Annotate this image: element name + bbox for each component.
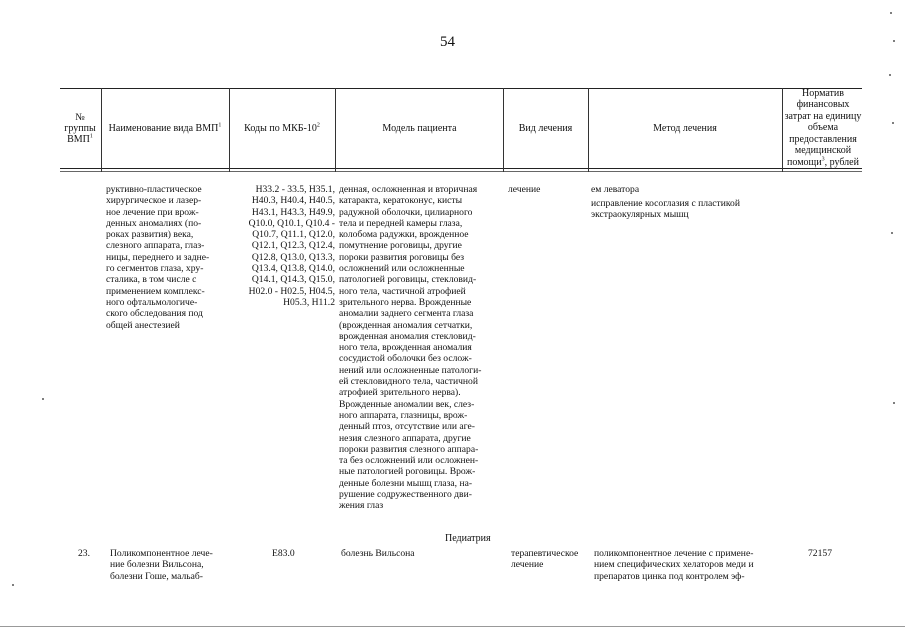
scan-speck [890, 12, 892, 14]
header-vmp-name: Наименование вида ВМП$^1$ [108, 122, 222, 134]
cell-patient-model: болезнь Вильсона [341, 548, 415, 559]
cell-patient-model-continued: денная, осложненная и вторичная катаракта, кератоконус, кисты радужной оболочки, цилиарного тела и передней камеры глаза, колобома радужки, врожденное помутнение роговицы, другие пороки развития роговицы без осложнений или осложненные патологией роговицы, стекловид- ного тела, частичной атрофией зрительного нерва. Врожденные аномалии заднего сегмента глаза (врожденная аномалия сетчатки, врожденная аномалия стекловид- ного тела, врожденная аномалия сосудистой оболочки без ослож- нений или осложненные патологи- ей стекловидного тела, частичной атрофией зрительного нерва). Врожденные аномалии век, слез- ного аппарата, глазницы, врож- денный птоз, отсутствие или аге- незия слезного аппарата, другие пороки развития слезного аппара- та без осложнений или осложнен- ные патологией роговицы. Врож- денные болезни мышц глаза, на- рушение содружественного дви- жения глаз [339, 184, 482, 512]
scan-speck [893, 40, 895, 42]
scan-speck [892, 122, 894, 124]
cell-treatment-method: поликомпонентное лечение с примене- нием специфических хелаторов меди и препаратов цинка под контролем эф- [594, 548, 754, 582]
scan-speck [891, 232, 893, 234]
cell-icd-codes: E83.0 [272, 548, 295, 559]
cell-row-number: 23. [78, 548, 90, 559]
column-divider [588, 88, 589, 172]
column-divider [101, 88, 102, 172]
cell-treatment-type-continued: лечение [508, 184, 541, 195]
header-treatment-method: Метод лечения [653, 122, 717, 134]
header-treatment-type: Вид лечения [518, 122, 573, 134]
cell-cost: 72157 [808, 548, 832, 559]
scan-speck [889, 74, 891, 76]
cell-icd-codes-continued: H33.2 - 33.5, H35.1, H40.3, H40.4, H40.5, H43.1, H43.3, H49.9, Q10.0, Q10.1, Q10.4 - Q10.7, Q11.1, Q12.0, Q12.1, Q12.3, Q12.4, Q12.8, Q13.0, Q13.3, Q13.4, Q13.8, Q14.0, Q14.1, Q14.3, Q15.0, H02.0 - H02.5, H04.5, H05.3, H11.2 [248, 184, 335, 308]
header-double-border [60, 171, 862, 172]
bottom-scan-edge [0, 626, 905, 627]
column-divider [229, 88, 230, 172]
header-cost-standard: Норматив финансовых затрат на единицу объема предоставления медицинской помощи$^3$, рублей [784, 87, 862, 168]
scan-speck [893, 402, 895, 404]
cell-treatment-method-continued-2: исправление косоглазия с пластикой экстраокулярных мышц [591, 198, 740, 221]
header-icd-codes: Коды по МКБ-$10^2$ [244, 122, 320, 134]
scan-speck [42, 398, 44, 400]
header-group: № группы ВМП$^1$ [64, 111, 96, 145]
page-number: 54 [440, 34, 455, 50]
header-patient-model: Модель пациента [382, 122, 457, 134]
cell-treatment-method-continued-1: ем леватора [591, 184, 640, 195]
scan-speck [12, 584, 14, 586]
cell-vmp-name-continued: руктивно-пластическое хирургическое и лазер- ное лечение при врож- денных аномалиях (по- роках развития) века, слезного аппарата, глаз- ницы, переднего и задне- го сегментов глаза, хру- сталика, в том числе с применением комплекс- ного офтальмологиче- ского обследования под общей анестезией [106, 184, 210, 331]
cell-vmp-name: Поликомпонентное лече- ние болезни Вильсона, болезни Гоше, мальаб- [110, 548, 213, 582]
header-bottom-border [60, 168, 862, 169]
section-title: Педиатрия [445, 533, 491, 544]
cell-treatment-type: терапевтическое лечение [511, 548, 579, 571]
column-divider [335, 88, 336, 172]
column-divider [503, 88, 504, 172]
column-divider [782, 88, 783, 172]
